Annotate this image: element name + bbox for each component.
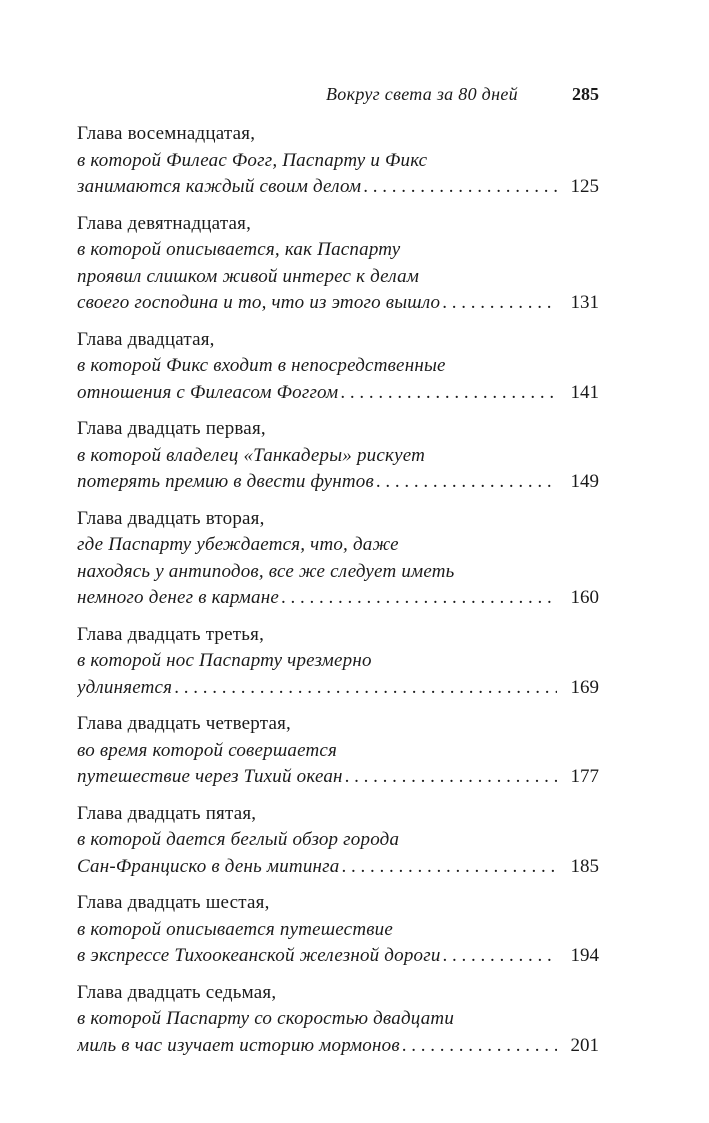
dot-leader — [440, 290, 557, 317]
toc-entry — [77, 980, 599, 1060]
toc-entry — [77, 211, 599, 317]
chapter-heading: Глава двадцать вторая, — [77, 507, 265, 529]
chapter-description-line: своего господина и то, что из этого вышло — [77, 292, 441, 313]
chapter-heading: Глава двадцать седьмая, — [77, 981, 277, 1003]
chapter-description-line: Сан-Франциско в день митинга — [77, 855, 340, 877]
chapter-final-line — [77, 380, 599, 407]
toc-entry — [77, 506, 599, 612]
chapter-page-number: 169 — [570, 676, 599, 698]
chapter-description-line: миль в час изучает историю мормонов — [77, 1034, 400, 1056]
toc-entry — [77, 622, 599, 702]
dot-leader — [374, 469, 557, 496]
toc-entry — [77, 121, 599, 201]
chapter-heading: Глава двадцать пятая, — [77, 802, 257, 824]
dot-leader — [338, 380, 557, 407]
chapter-heading: Глава двадцать третья, — [77, 623, 265, 645]
chapter-description-line: во время которой совершается — [77, 739, 338, 761]
chapter-final-line — [77, 764, 599, 791]
toc-entry — [77, 327, 599, 407]
dot-leader — [340, 854, 558, 881]
dot-leader — [361, 174, 557, 201]
toc-entry — [77, 801, 599, 881]
chapter-final-line — [77, 943, 599, 970]
chapter-heading: Глава двадцать шестая, — [77, 892, 270, 913]
chapter-final-line — [77, 290, 599, 317]
chapter-description-line: в которой описывается, как Паспарту — [77, 239, 401, 260]
chapter-description-line: в которой владелец «Танкадеры» рискует — [77, 444, 426, 466]
chapter-description-line: находясь у антиподов, все же следует иметь — [77, 560, 455, 582]
toc-entry — [77, 711, 599, 791]
chapter-description-line: потерять премию в двести фунтов — [77, 471, 374, 492]
running-head — [0, 84, 709, 108]
toc-entry — [77, 890, 599, 970]
page-number: 285 — [572, 84, 599, 104]
chapter-final-line — [77, 1033, 599, 1060]
book-title: Вокруг света за 80 дней — [326, 84, 518, 104]
chapter-description-line: путешествие через Тихий океан — [77, 766, 343, 787]
chapter-final-line — [77, 174, 599, 201]
chapter-description-line: в которой дается беглый обзор города — [77, 829, 400, 850]
dot-leader — [343, 764, 557, 791]
chapter-page-number: 141 — [570, 381, 599, 403]
chapter-description-line: в которой Паспарту со скоростью двадцати — [77, 1008, 455, 1029]
chapter-description-line: в которой Филеас Фогг, Паспарту и Фикс — [77, 149, 428, 171]
chapter-description-line: где Паспарту убеждается, что, даже — [77, 534, 399, 555]
chapter-description-line: немного денег в кармане — [77, 587, 279, 608]
chapter-heading: Глава двадцатая, — [77, 328, 215, 350]
chapter-final-line — [77, 675, 599, 702]
chapter-description-line: отношения с Филеасом Фоггом — [77, 381, 339, 403]
chapter-final-line — [77, 854, 599, 881]
chapter-final-line — [77, 585, 599, 612]
chapter-page-number: 201 — [570, 1034, 599, 1056]
chapter-final-line — [77, 469, 599, 496]
chapter-heading: Глава двадцать четвертая, — [77, 713, 291, 734]
chapter-description-line: в экспрессе Тихоокеанской железной дороги — [77, 945, 441, 966]
chapter-description-line: занимаются каждый своим делом — [77, 176, 362, 197]
dot-leader — [172, 675, 557, 702]
chapter-page-number: 185 — [570, 855, 599, 877]
chapter-description-line: в которой Фикс входит в непосредственные — [77, 355, 446, 376]
chapter-page-number: 177 — [570, 766, 599, 787]
chapter-description-line: в которой нос Паспарту чрезмерно — [77, 650, 372, 671]
chapter-description-line: проявил слишком живой интерес к делам — [77, 265, 420, 287]
chapter-page-number: 194 — [570, 945, 599, 966]
chapter-page-number: 131 — [570, 292, 599, 313]
dot-leader — [279, 585, 557, 612]
chapter-page-number: 160 — [570, 587, 599, 608]
chapter-heading: Глава двадцать первая, — [77, 418, 266, 439]
chapter-heading: Глава девятнадцатая, — [77, 212, 252, 234]
dot-leader — [441, 943, 557, 970]
chapter-page-number: 125 — [570, 176, 599, 197]
chapter-heading: Глава восемнадцатая, — [77, 123, 256, 144]
chapter-description-line: в которой описывается путешествие — [77, 918, 394, 940]
chapter-page-number: 149 — [570, 471, 599, 492]
table-of-contents — [77, 121, 599, 1069]
chapter-description-line: удлиняется — [77, 676, 173, 698]
toc-entry — [77, 416, 599, 496]
dot-leader — [400, 1033, 557, 1060]
